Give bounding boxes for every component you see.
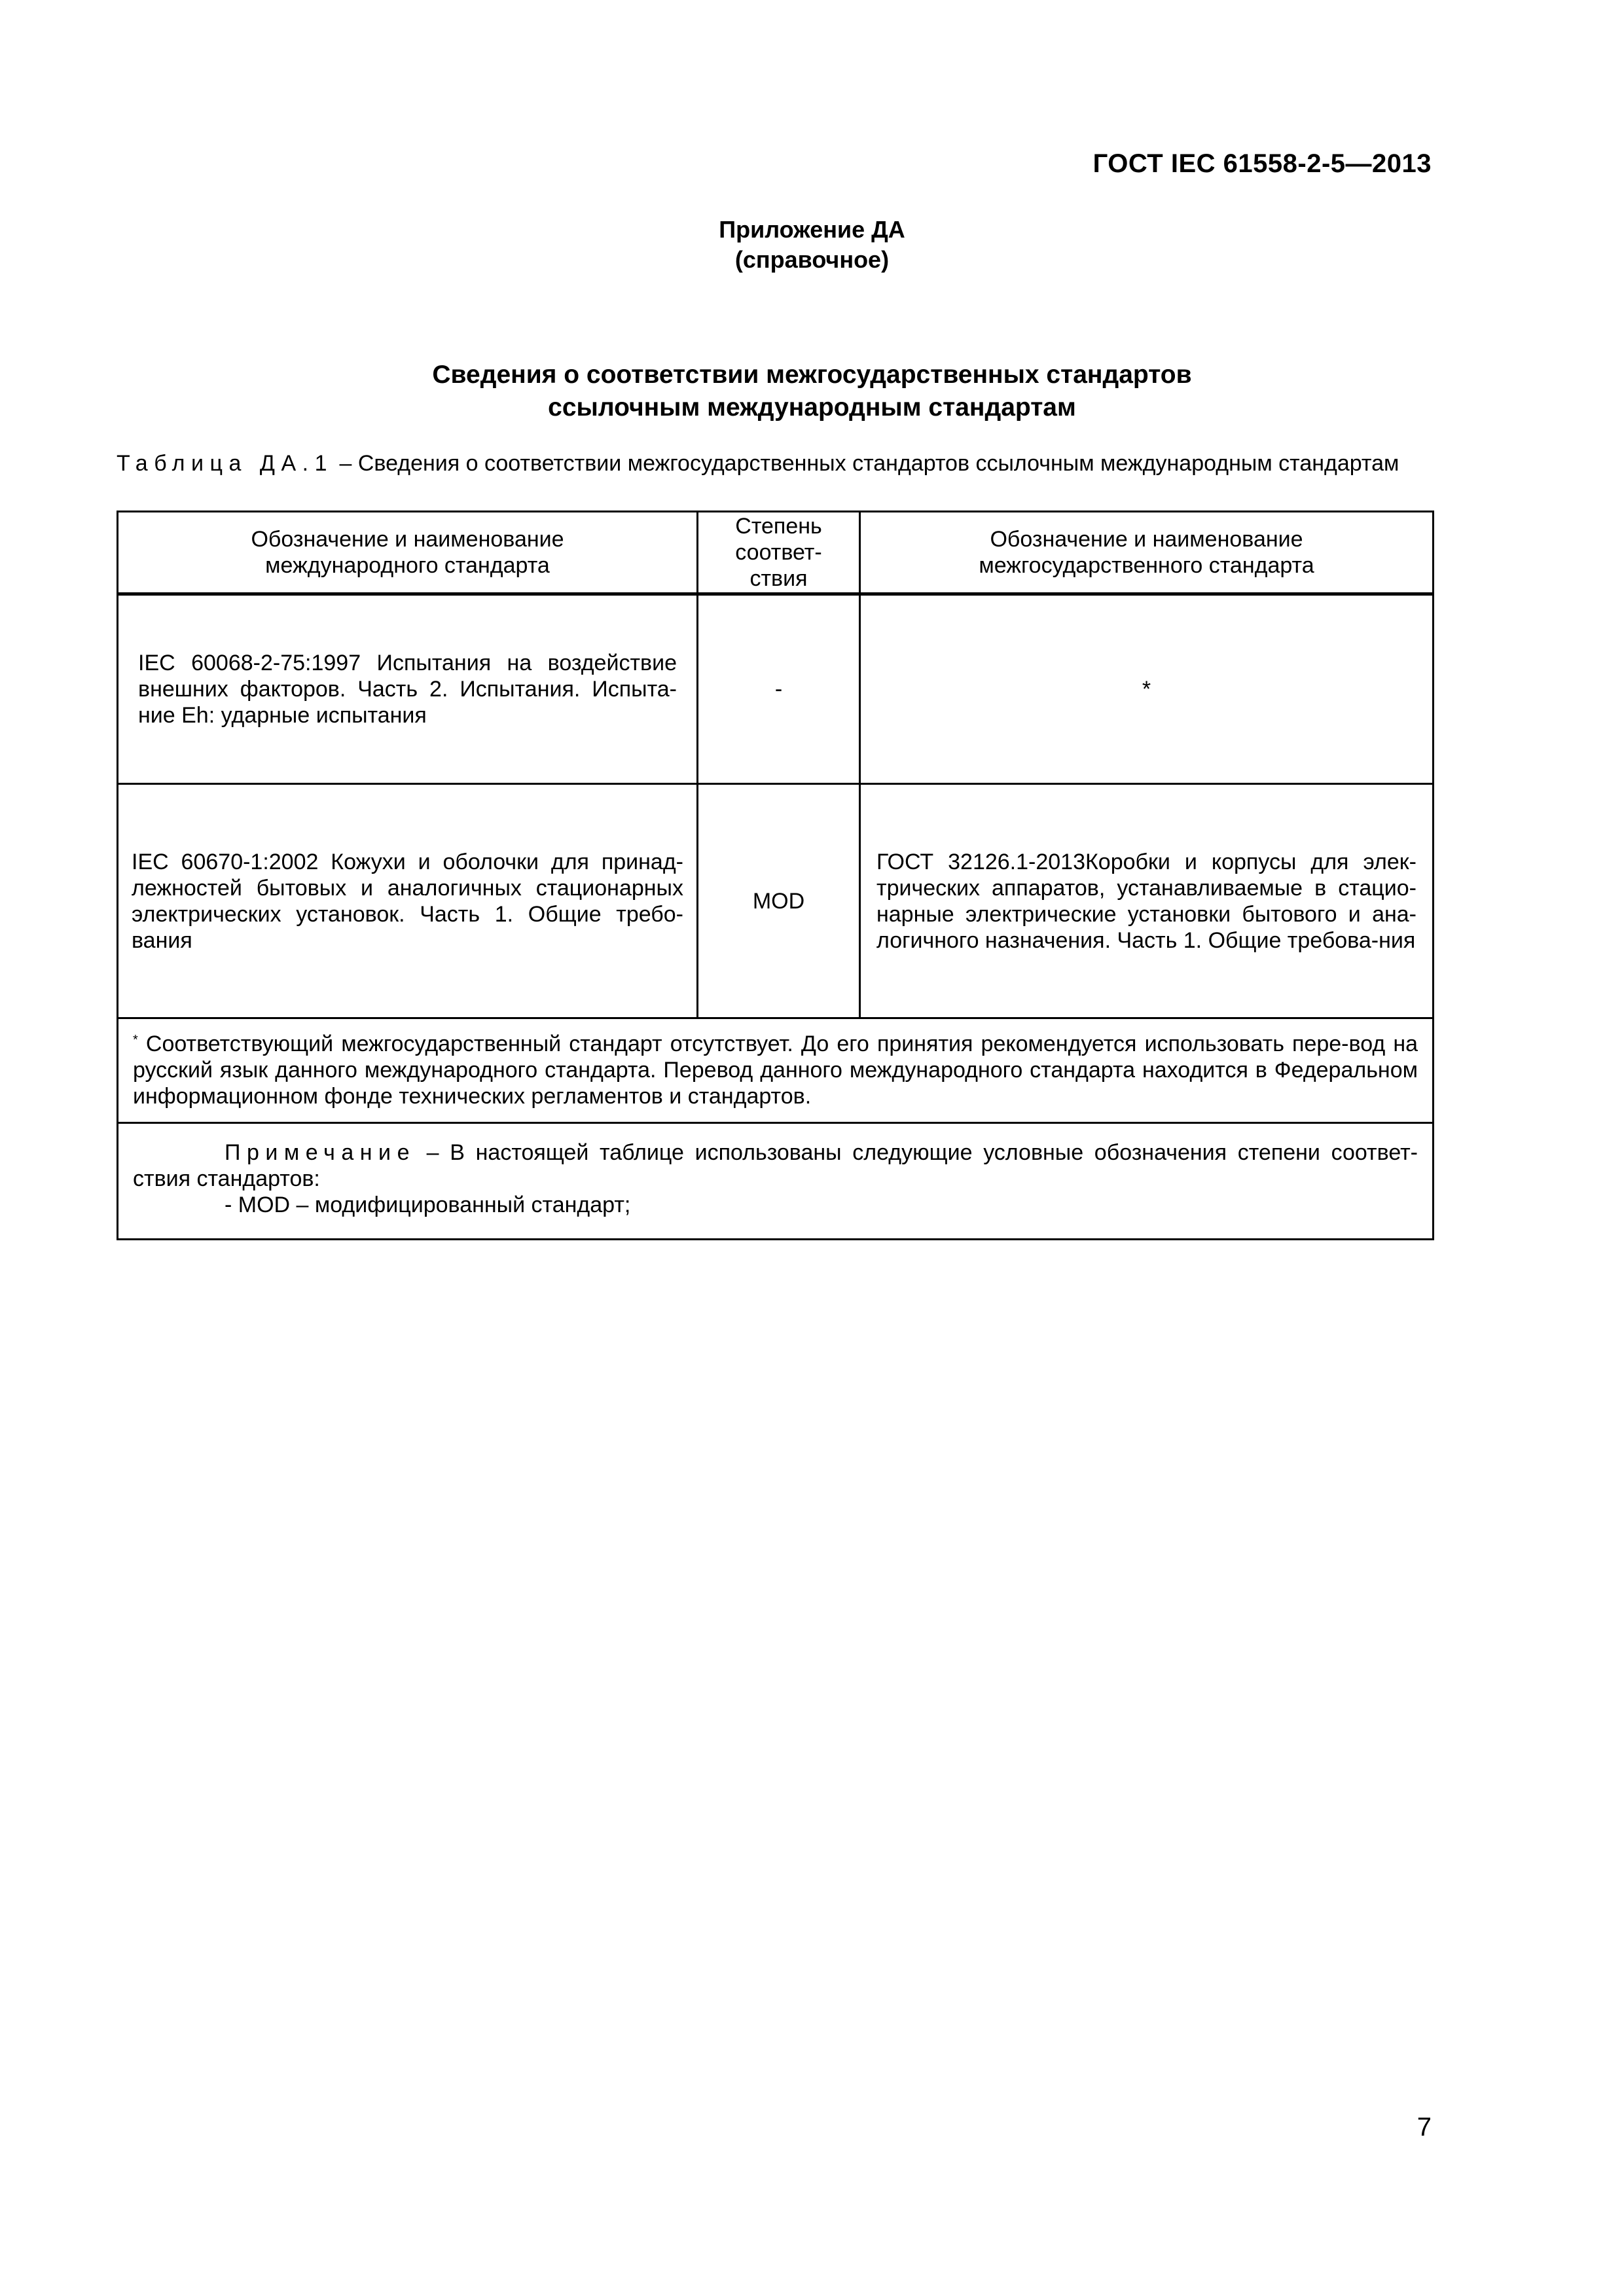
table-row xyxy=(118,784,1434,1018)
title-line-1: Сведения о соответствии межгосударственных стандартов xyxy=(432,361,1192,389)
table-caption-label: Таблица ДА.1 xyxy=(117,451,334,476)
table-header-row xyxy=(118,512,1434,594)
correspondence-table xyxy=(117,511,1434,1240)
title-line-2: ссылочным международным стандартам xyxy=(548,393,1076,422)
note-label: Примечание xyxy=(225,1139,416,1165)
note-item: - MOD – модифицированный стандарт; xyxy=(225,1192,631,1217)
cell-degree: - xyxy=(698,594,860,784)
table-caption xyxy=(117,450,1432,476)
footnote-text: Соответствующий межгосударственный стандарт отсутствует. До его принятия рекомендуется использовать пере-вод на русский язык данного международного стандарта. Перевод данного международного стандарта находится в Федеральном информационном фонде технических регламентов и стандартов. xyxy=(133,1031,1418,1109)
cell-international: IEC 60068-2-75:1997 Испытания на воздействие внешних факторов. Часть 2. Испытания. Испыта-ние Eh: ударные испытания xyxy=(118,594,698,784)
header-international: Обозначение и наименование международного стандарта xyxy=(118,512,698,594)
page-title xyxy=(0,359,1624,424)
annex-title: Приложение ДА xyxy=(719,216,905,243)
footnote-row xyxy=(118,1018,1434,1123)
cell-interstate: ГОСТ 32126.1-2013Коробки и корпусы для элек-трических аппаратов, устанавливаемые в стацио-нарные электрические установки бытового и ана-логичного назначения. Часть 1. Общие требова-ния xyxy=(860,784,1434,1018)
table-note xyxy=(118,1123,1434,1240)
annex-heading xyxy=(0,215,1624,275)
document-code: ГОСТ IEC 61558-2-5—2013 xyxy=(1092,149,1432,178)
footnote-mark: * xyxy=(133,1032,138,1047)
note-text: – В настоящей таблице использованы следующие условные обозначения степени соответ-ствия стандартов: xyxy=(133,1139,1418,1191)
table-caption-text: – Сведения о соответствии межгосударственных стандартов ссылочным международным стандартам xyxy=(333,451,1399,476)
table-row xyxy=(118,594,1434,784)
annex-type: (справочное) xyxy=(734,246,890,273)
note-row xyxy=(118,1123,1434,1240)
cell-interstate: * xyxy=(860,594,1434,784)
table-footnote xyxy=(118,1018,1434,1123)
page-number: 7 xyxy=(1416,2113,1432,2142)
header-interstate: Обозначение и наименование межгосударственного стандарта xyxy=(860,512,1434,594)
cell-degree: MOD xyxy=(698,784,860,1018)
header-degree: Степень соответ-ствия xyxy=(698,512,860,594)
cell-international: IEC 60670-1:2002 Кожухи и оболочки для принад-лежностей бытовых и аналогичных стационарных электрических установок. Часть 1. Общие требо-вания xyxy=(118,784,698,1018)
